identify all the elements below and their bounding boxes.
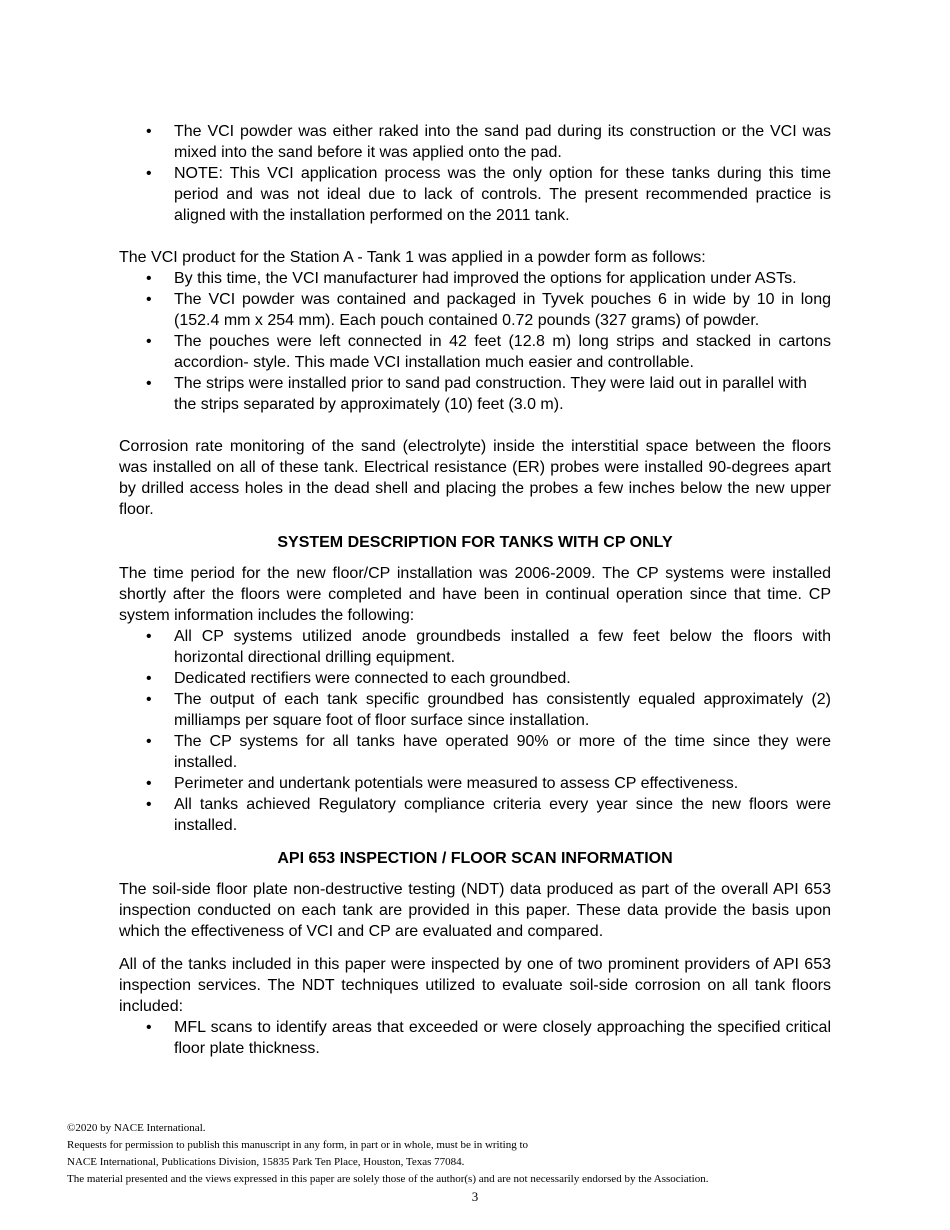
api-paragraph-1: The soil-side floor plate non-destructive testing (NDT) data produced as part of the overall API 653 inspection conducted on each tank are provided in this paper. These data provide the basis upon which the effectiveness of VCI and CP are evaluated and compared. [119,881,831,940]
list-item: • The VCI powder was either raked into the sand pad during its construction or the VCI was mixed into the sand before it was applied onto the pad. [174,121,831,163]
list-item: • MFL scans to identify areas that exceeded or were closely approaching the specified critical floor plate thickness. [174,1017,831,1059]
api-paragraph-2: All of the tanks included in this paper were inspected by one of two prominent providers of API 653 inspection services. The NDT techniques utilized to evaluate soil-side corrosion on all tank floors included: [119,956,831,1015]
permission-notice-line-1: Requests for permission to publish this manuscript in any form, in part or in whole, must be in writing to [67,1139,529,1151]
ndt-techniques-list [119,1017,831,1059]
page-number: 3 [471,1189,479,1204]
list-item: • The strips were installed prior to sand pad construction. They were laid out in parallel with the strips separated by approximately (10) feet (3.0 m). [174,373,831,415]
list-item: • The VCI powder was contained and packaged in Tyvek pouches 6 in wide by 10 in long (152.4 mm x 254 mm). Each pouch contained 0.72 pounds (327 grams) of powder. [174,289,831,331]
list-item: • The CP systems for all tanks have operated 90% or more of the time since they were installed. [174,731,831,773]
list-item: • All tanks achieved Regulatory compliance criteria every year since the new floors were installed. [174,794,831,836]
vci-application-list [119,121,831,226]
list-item: • The output of each tank specific groundbed has consistently equaled approximately (2) milliamps per square foot of floor surface since installation. [174,689,831,731]
page-body [119,121,831,1059]
copyright-notice: ©2020 by NACE International. [67,1122,206,1134]
list-item: • By this time, the VCI manufacturer had improved the options for application under ASTs. [174,268,831,289]
list-item: • NOTE: This VCI application process was the only option for these tanks during this time period and was not ideal due to lack of controls. The present recommended practice is aligned with the installation performed on the 2011 tank. [174,163,831,226]
station-a-list [119,268,831,415]
station-a-intro: The VCI product for the Station A - Tank 1 was applied in a powder form as follows: [119,249,706,266]
cp-system-list [119,626,831,836]
list-item: • All CP systems utilized anode groundbeds installed a few feet below the floors with horizontal directional drilling equipment. [174,626,831,668]
permission-notice-line-2: NACE International, Publications Division, 15835 Park Ten Place, Houston, Texas 77084. [67,1156,465,1168]
section-heading-cp: SYSTEM DESCRIPTION FOR TANKS WITH CP ONLY [277,534,673,551]
page-footer [67,1120,887,1188]
section-heading-api: API 653 INSPECTION / FLOOR SCAN INFORMATION [277,850,673,867]
corrosion-monitoring-paragraph: Corrosion rate monitoring of the sand (electrolyte) inside the interstitial space between the floors was installed on all of these tank. Electrical resistance (ER) probes were installed 90-degrees apart by drilled access holes in the dead shell and placing the probes a few inches below the new upper floor. [119,438,831,518]
list-item: • Perimeter and undertank potentials were measured to assess CP effectiveness. [174,773,831,794]
list-item: • The pouches were left connected in 42 feet (12.8 m) long strips and stacked in cartons accordion- style. This made VCI installation much easier and controllable. [174,331,831,373]
list-item: • Dedicated rectifiers were connected to each groundbed. [174,668,831,689]
cp-intro-paragraph: The time period for the new floor/CP installation was 2006-2009. The CP systems were installed shortly after the floors were completed and have been in continual operation since that time. CP system information includes the following: [119,565,831,624]
disclaimer-notice: The material presented and the views expressed in this paper are solely those of the author(s) and are not necessarily endorsed by the Association. [67,1173,709,1185]
